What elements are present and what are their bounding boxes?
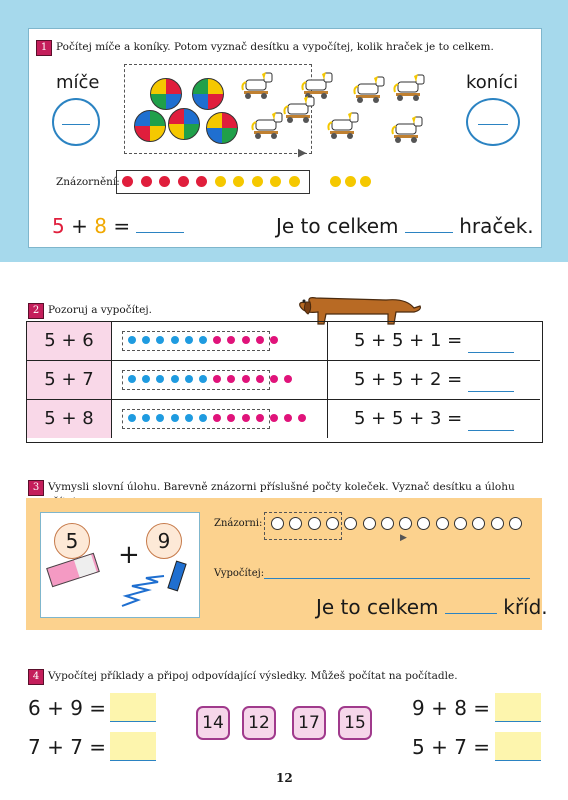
counter-dot xyxy=(122,176,133,187)
answer-blank[interactable] xyxy=(468,352,514,353)
answer-circle-ponies[interactable] xyxy=(466,98,520,146)
addend-a: 5 xyxy=(52,214,65,238)
ball-icon xyxy=(168,108,200,140)
total-blank[interactable] xyxy=(445,595,497,614)
counter-dot xyxy=(270,176,281,187)
ball-icon xyxy=(192,78,224,110)
vypocitej-label: Vypočítej: xyxy=(214,568,265,579)
counter-dot xyxy=(242,336,250,344)
pony-icon xyxy=(240,70,276,100)
task1-result: Je to celkem hraček. xyxy=(276,214,534,238)
empty-circle[interactable] xyxy=(509,517,522,530)
counter-dot xyxy=(185,375,193,383)
task-number: 4 xyxy=(28,669,44,685)
pony-icon xyxy=(250,110,286,140)
answer-chip[interactable]: 12 xyxy=(242,706,276,740)
counter-dot xyxy=(256,414,264,422)
label-balls: míče xyxy=(56,72,100,93)
counter-dot xyxy=(242,414,250,422)
counter-dot xyxy=(128,336,136,344)
row-equation: 5 + 5 + 3 = xyxy=(354,408,463,429)
empty-circle[interactable] xyxy=(308,517,321,530)
row-label-cell xyxy=(27,322,112,361)
counter-dot xyxy=(171,414,179,422)
counter-dot xyxy=(270,414,278,422)
counter-dot xyxy=(171,336,179,344)
task-number: 1 xyxy=(36,40,52,56)
counter-dot xyxy=(141,176,152,187)
chalk-scribble-icon xyxy=(118,560,194,614)
row-equation: 5 + 5 + 2 = xyxy=(354,369,463,390)
right-equation-1: 9 + 8 = xyxy=(412,696,491,720)
counter-dot xyxy=(256,375,264,383)
task3-instruction: 3 Vymysli slovní úlohu. Barevně znázorni příslušné počty koleček. Vyznač desítku a úlohu xyxy=(28,480,548,508)
page-number: 12 xyxy=(276,771,293,785)
answer-chip[interactable]: 17 xyxy=(292,706,326,740)
addend-b: 8 xyxy=(94,214,107,238)
task1-equation: 5 + 8 = xyxy=(52,214,184,238)
answer-box[interactable] xyxy=(495,732,541,761)
counter-dot xyxy=(345,176,356,187)
answer-circle-balls[interactable] xyxy=(52,98,100,146)
answer-blank[interactable] xyxy=(136,214,184,233)
task-number: 3 xyxy=(28,480,44,496)
row-expression: 5 + 6 xyxy=(44,330,94,351)
counter-dot xyxy=(128,414,136,422)
arrow-right-icon: ▶ xyxy=(298,146,307,159)
task3-result: Je to celkem kříd. xyxy=(316,595,548,619)
counter-dot xyxy=(289,176,300,187)
total-blank[interactable] xyxy=(405,214,453,233)
task1-instruction: 1 Počítej míče a koníky. Potom vyznač desítku a vypočítej, kolik hraček je to celkem. xyxy=(36,40,536,56)
answer-chip[interactable]: 15 xyxy=(338,706,372,740)
znazorneni-label: Znázornění: xyxy=(56,176,120,188)
empty-circle[interactable] xyxy=(326,517,339,530)
answer-box[interactable] xyxy=(110,732,156,761)
row-label-cell xyxy=(27,400,112,438)
ball-icon xyxy=(150,78,182,110)
ball-icon xyxy=(206,112,238,144)
task4-instruction: 4 Vypočítej příklady a připoj odpovídající výsledky. Můžeš počítat na počítadle. xyxy=(28,669,548,685)
number-circle-5: 5 xyxy=(54,523,90,559)
number-circle-9: 9 xyxy=(146,523,182,559)
counter-dot xyxy=(178,176,189,187)
calculation-line[interactable] xyxy=(264,578,530,579)
answer-box[interactable] xyxy=(110,693,156,722)
counter-dot xyxy=(256,336,264,344)
empty-circle[interactable] xyxy=(381,517,394,530)
empty-circle[interactable] xyxy=(491,517,504,530)
pony-icon xyxy=(390,114,426,144)
znazorni-label: Znázorni: xyxy=(214,518,263,529)
task-number: 2 xyxy=(28,303,44,319)
row-expression: 5 + 8 xyxy=(44,408,94,429)
answer-blank[interactable] xyxy=(468,391,514,392)
pony-icon xyxy=(282,94,318,124)
empty-circle[interactable] xyxy=(363,517,376,530)
empty-circle[interactable] xyxy=(436,517,449,530)
counter-dot xyxy=(270,336,278,344)
counter-dot xyxy=(128,375,136,383)
counter-dot xyxy=(270,375,278,383)
counter-dot xyxy=(242,375,250,383)
row-label-cell xyxy=(27,361,112,400)
counter-dot xyxy=(252,176,263,187)
empty-circle[interactable] xyxy=(271,517,284,530)
answer-chip[interactable]: 14 xyxy=(196,706,230,740)
empty-circle[interactable] xyxy=(399,517,412,530)
counter-dot xyxy=(171,375,179,383)
answer-blank[interactable] xyxy=(468,430,514,431)
counter-dot xyxy=(159,176,170,187)
counter-dot xyxy=(215,176,226,187)
label-ponies: koníci xyxy=(466,72,519,93)
row-equation: 5 + 5 + 1 = xyxy=(354,330,463,351)
ball-icon xyxy=(134,110,166,142)
plus-sign: + xyxy=(118,540,140,570)
counter-dot xyxy=(330,176,341,187)
row-expression: 5 + 7 xyxy=(44,369,94,390)
pony-icon xyxy=(352,74,388,104)
counter-dot xyxy=(199,336,207,344)
counter-dot xyxy=(199,414,207,422)
empty-circle[interactable] xyxy=(454,517,467,530)
answer-box[interactable] xyxy=(495,693,541,722)
arrow-right-icon: ▶ xyxy=(400,533,407,543)
right-equation-2: 5 + 7 = xyxy=(412,735,491,759)
pony-icon xyxy=(392,72,428,102)
left-equation-2: 7 + 7 = xyxy=(28,735,107,759)
pony-icon xyxy=(326,110,362,140)
counter-dot xyxy=(185,414,193,422)
counter-dot xyxy=(360,176,371,187)
counter-dot xyxy=(196,176,207,187)
counter-dot xyxy=(185,336,193,344)
counter-dot xyxy=(233,176,244,187)
counter-dot xyxy=(199,375,207,383)
left-equation-1: 6 + 9 = xyxy=(28,696,107,720)
task2-instruction: 2 Pozoruj a vypočítej. xyxy=(28,303,152,319)
